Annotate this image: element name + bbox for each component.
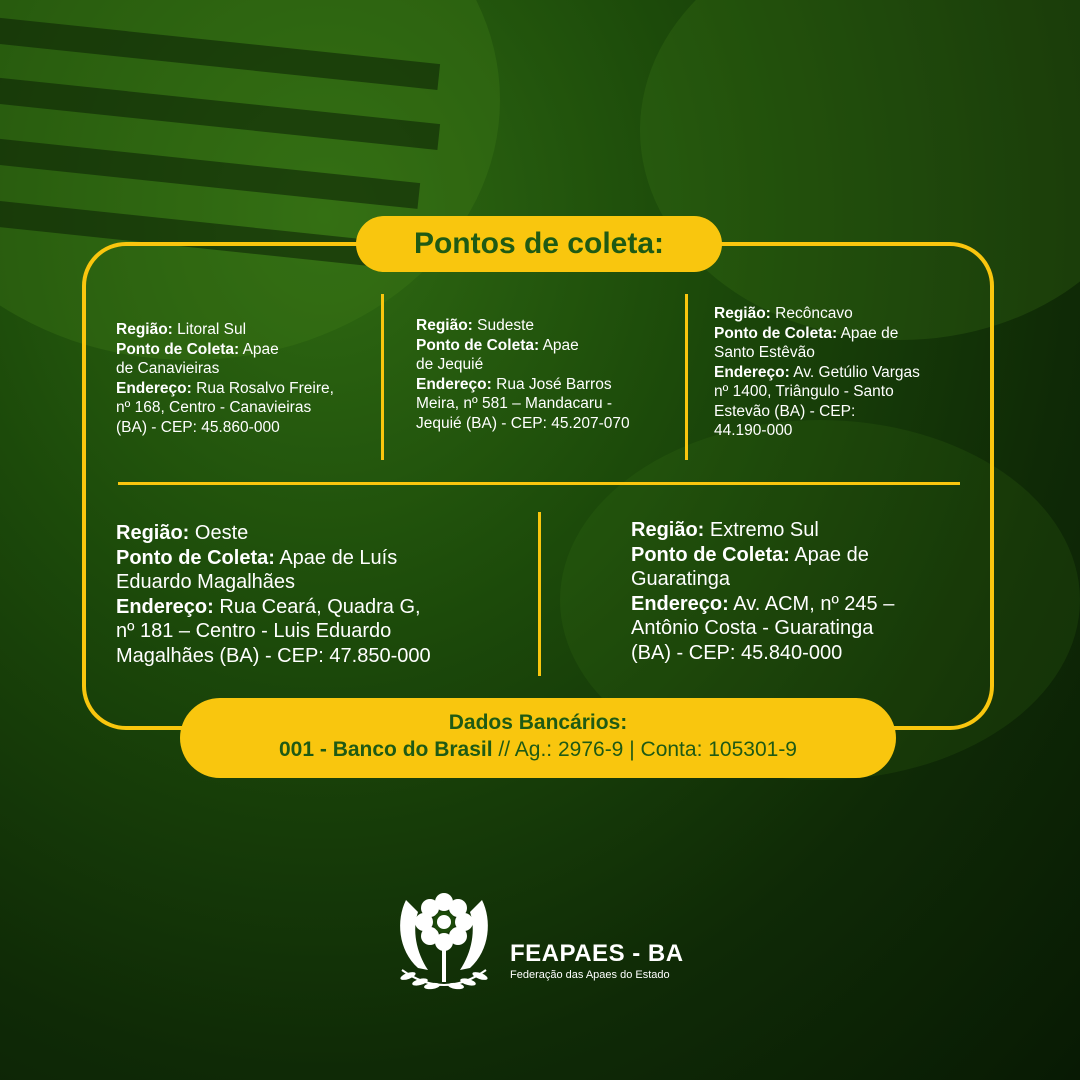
- address-value: Magalhães (BA) - CEP: 47.850-000: [116, 644, 431, 667]
- bank-title: Dados Bancários:: [448, 711, 628, 734]
- point-label: Ponto de Coleta:: [416, 336, 540, 354]
- address-value: (BA) - CEP: 45.840-000: [631, 641, 843, 664]
- logo-name: FEAPAES - BA: [510, 940, 684, 967]
- address-value: nº 168, Centro - Canavieiras: [116, 399, 312, 416]
- column-divider: [381, 294, 384, 460]
- region-label: Região:: [631, 519, 705, 541]
- point-value: Santo Estêvão: [714, 344, 815, 361]
- point-label: Ponto de Coleta:: [631, 543, 790, 566]
- point-label: Ponto de Coleta:: [714, 324, 838, 342]
- point-value: Guaratinga: [631, 568, 730, 590]
- region-label: Região:: [116, 321, 173, 338]
- address-value: Av. Getúlio Vargas: [793, 363, 920, 381]
- collection-point-card: [116, 521, 526, 668]
- address-value: (BA) - CEP: 45.860-000: [116, 418, 280, 436]
- collection-point-card: [714, 304, 964, 441]
- region-label: Região:: [714, 305, 771, 322]
- bank-agency: Ag.: 2976-9: [514, 738, 624, 761]
- address-label: Endereço:: [416, 375, 492, 393]
- point-value: de Canavieiras: [116, 360, 220, 377]
- address-value: Av. ACM, nº 245 –: [733, 592, 895, 615]
- address-value: Rua Rosalvo Freire,: [196, 379, 334, 397]
- region-value: Extremo Sul: [709, 519, 819, 541]
- point-value: Apae: [542, 336, 579, 354]
- address-value: nº 1400, Triângulo - Santo: [714, 383, 894, 400]
- point-label: Ponto de Coleta:: [116, 546, 275, 569]
- address-value: nº 181 – Centro - Luis Eduardo: [116, 620, 392, 642]
- row-divider: [118, 482, 960, 485]
- bank-separator: |: [629, 738, 635, 761]
- address-label: Endereço:: [116, 595, 214, 618]
- bank-details-pill: [180, 698, 896, 778]
- bank-account: Conta: 105301-9: [640, 738, 797, 761]
- bank-separator: //: [498, 738, 511, 761]
- address-value: Rua Ceará, Quadra G,: [219, 595, 421, 618]
- region-label: Região:: [116, 522, 190, 544]
- point-value: Apae de Luís: [279, 546, 398, 569]
- bank-info-line: [180, 736, 896, 764]
- collection-point-card: [416, 316, 678, 433]
- region-value: Oeste: [194, 522, 249, 544]
- point-value: Apae de: [840, 324, 899, 342]
- address-value: Estevão (BA) - CEP:: [714, 402, 856, 420]
- region-label: Região:: [416, 317, 473, 334]
- address-label: Endereço:: [714, 363, 790, 381]
- column-divider: [685, 294, 688, 460]
- point-value: Eduardo Magalhães: [116, 571, 296, 593]
- column-divider: [538, 512, 541, 676]
- region-value: Sudeste: [477, 317, 535, 334]
- logo-text: [510, 940, 684, 982]
- collection-point-card: [631, 518, 961, 665]
- region-value: Litoral Sul: [177, 321, 247, 338]
- address-label: Endereço:: [631, 592, 729, 615]
- region-value: Recôncavo: [775, 305, 853, 322]
- address-value: Meira, nº 581 – Mandacaru -: [416, 395, 613, 412]
- collection-point-card: [116, 320, 378, 437]
- address-value: Rua José Barros: [496, 375, 612, 393]
- address-label: Endereço:: [116, 379, 192, 397]
- logo-subtitle: Federação das Apaes do Estado: [510, 969, 670, 981]
- point-label: Ponto de Coleta:: [116, 340, 240, 358]
- point-value: Apae: [242, 340, 279, 358]
- bank-name: 001 - Banco do Brasil: [279, 738, 493, 761]
- address-value: Antônio Costa - Guaratinga: [631, 617, 874, 639]
- page-title: Pontos de coleta:: [413, 227, 665, 260]
- address-value: Jequié (BA) - CEP: 45.207-070: [416, 414, 630, 432]
- title-pill: [356, 216, 722, 272]
- point-value: Apae de: [794, 543, 869, 566]
- address-value: 44.190-000: [714, 422, 793, 439]
- point-value: de Jequié: [416, 356, 484, 373]
